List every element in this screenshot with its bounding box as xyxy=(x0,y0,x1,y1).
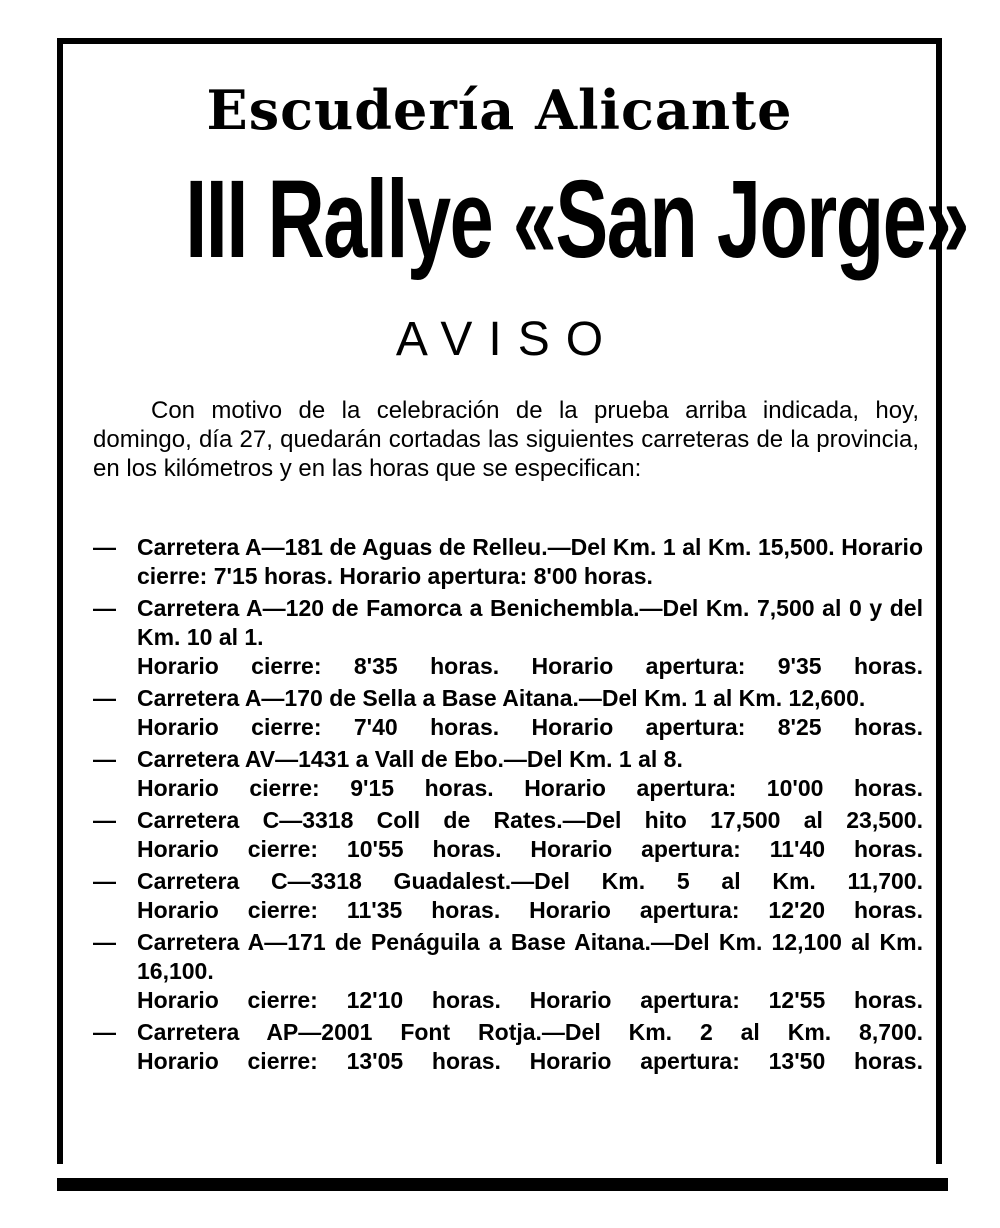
closure-item xyxy=(93,533,923,591)
closure-hours: Horario cierre: 7'40 horas. Horario apertura: 8'25 horas. xyxy=(137,714,923,740)
road-closures-list xyxy=(93,533,923,1079)
organizer-title: Escudería Alicante xyxy=(206,78,793,142)
closure-hours: Horario cierre: 12'10 horas. Horario apertura: 12'55 horas. xyxy=(137,987,923,1013)
closure-road: Carretera A—120 de Famorca a Benichembla.—Del Km. 7,500 al 0 y del Km. 10 al 1. xyxy=(137,595,923,650)
list-dash: — xyxy=(93,1019,116,1045)
list-dash: — xyxy=(93,807,116,833)
bottom-rule xyxy=(57,1178,948,1191)
closure-road: Carretera C—3318 Guadalest.—Del Km. 5 al Km. 11,700. xyxy=(137,868,923,894)
closure-item xyxy=(93,1018,923,1076)
closure-item xyxy=(93,745,923,803)
closure-road: Carretera AV—1431 a Vall de Ebo.—Del Km. 1 al 8. xyxy=(137,746,683,772)
closure-item xyxy=(93,594,923,681)
closure-item xyxy=(93,684,923,742)
list-dash: — xyxy=(93,595,116,621)
closure-road: Carretera AP—2001 Font Rotja.—Del Km. 2 al Km. 8,700. xyxy=(137,1019,923,1045)
closure-item xyxy=(93,928,923,1015)
intro-paragraph: Con motivo de la celebración de la prueba arriba indicada, hoy, domingo, día 27, quedarán cortadas las siguientes carreteras de la provincia, en los kilómetros y en las horas que se especifican: xyxy=(93,397,919,482)
list-dash: — xyxy=(93,534,116,560)
closure-hours: Horario cierre: 10'55 horas. Horario apertura: 11'40 horas. xyxy=(137,836,923,862)
notice-heading: AVISO xyxy=(395,313,620,366)
closure-hours: Horario cierre: 11'35 horas. Horario apertura: 12'20 horas. xyxy=(137,897,923,923)
list-dash: — xyxy=(93,685,116,711)
closure-hours: Horario cierre: 8'35 horas. Horario apertura: 9'35 horas. xyxy=(137,653,923,679)
closure-hours: Horario cierre: 9'15 horas. Horario apertura: 10'00 horas. xyxy=(137,775,923,801)
closure-hours: Horario cierre: 13'05 horas. Horario apertura: 13'50 horas. xyxy=(137,1048,923,1074)
closure-item xyxy=(93,806,923,864)
closure-road: Carretera A—170 de Sella a Base Aitana.—Del Km. 1 al Km. 12,600. xyxy=(137,685,866,711)
closure-road: Carretera A—171 de Penáguila a Base Aitana.—Del Km. 12,100 al Km. 16,100. xyxy=(137,929,923,984)
closure-road: Carretera C—3318 Coll de Rates.—Del hito 17,500 al 23,500. xyxy=(137,807,923,833)
list-dash: — xyxy=(93,929,116,955)
list-dash: — xyxy=(93,868,116,894)
list-dash: — xyxy=(93,746,116,772)
closure-item xyxy=(93,867,923,925)
closure-road: Carretera A—181 de Aguas de Relleu.—Del Km. 1 al Km. 15,500. Horario cierre: 7'15 horas. Horario apertura: 8'00 horas. xyxy=(137,534,923,589)
event-headline: III Rallye «San Jorge» xyxy=(185,158,968,281)
